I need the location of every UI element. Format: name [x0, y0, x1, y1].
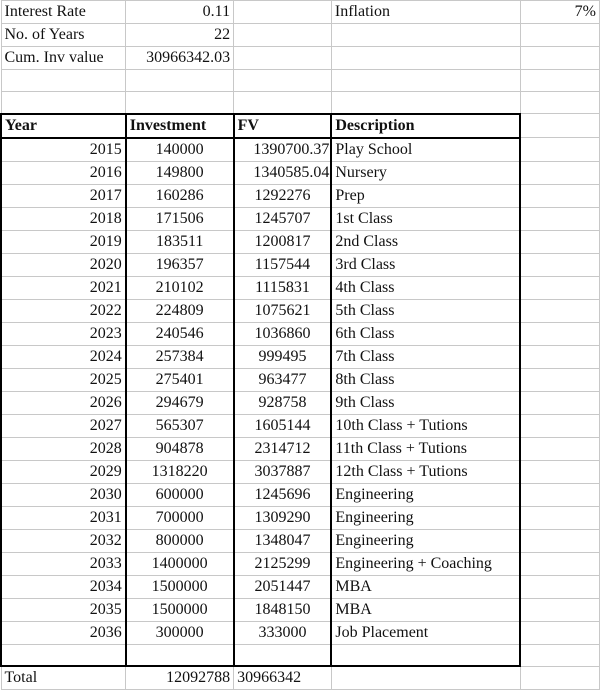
cell-empty[interactable] [520, 437, 599, 460]
cell-empty[interactable] [331, 47, 520, 70]
cell-year[interactable]: 2021 [1, 276, 126, 299]
header-year[interactable]: Year [1, 114, 126, 138]
cell-empty[interactable] [1, 70, 126, 92]
cell-year[interactable]: 2020 [1, 253, 126, 276]
cell-total-fv[interactable]: 30966342 [234, 666, 332, 690]
table-row [1, 437, 600, 460]
cell-interest-value[interactable]: 0.11 [126, 1, 234, 24]
cell-empty[interactable] [520, 24, 599, 47]
cell-empty[interactable] [520, 345, 599, 368]
cell-fv[interactable]: 2125299 [234, 552, 332, 575]
cell-investment[interactable]: 700000 [126, 506, 234, 529]
table-blank-row [1, 644, 600, 666]
cell-empty[interactable] [520, 230, 599, 253]
total-row [1, 666, 600, 690]
table-row [1, 207, 600, 230]
cell-year[interactable]: 2022 [1, 299, 126, 322]
cell-empty[interactable] [520, 414, 599, 437]
cell-fv[interactable]: 1115831 [234, 276, 332, 299]
cell-empty[interactable] [331, 92, 520, 114]
cell-inflation-value[interactable]: 7% [520, 1, 599, 24]
cell-fv[interactable]: 1200817 [234, 230, 332, 253]
table-header-row [1, 114, 600, 138]
cell-year[interactable]: 2017 [1, 184, 126, 207]
table-row [1, 161, 600, 184]
cell-empty[interactable] [520, 391, 599, 414]
cell-interest-label[interactable]: Interest Rate [1, 1, 126, 24]
cell-empty[interactable] [234, 70, 332, 92]
cell-investment[interactable]: 1500000 [126, 598, 234, 621]
cell-fv[interactable]: 2314712 [234, 437, 332, 460]
cell-empty[interactable] [520, 70, 599, 92]
blank-row [1, 92, 600, 114]
cell-fv[interactable]: 1292276 [234, 184, 332, 207]
cell-cum-value[interactable]: 30966342.03 [126, 47, 234, 70]
cell-description[interactable]: 6th Class [331, 322, 520, 345]
cell-fv[interactable]: 1157544 [234, 253, 332, 276]
cell-year[interactable]: 2018 [1, 207, 126, 230]
cell-fv[interactable]: 2051447 [234, 575, 332, 598]
cell-year[interactable]: 2033 [1, 552, 126, 575]
cell-empty[interactable] [520, 552, 599, 575]
cell-empty[interactable] [520, 253, 599, 276]
blank-row [1, 70, 600, 92]
cell-fv[interactable]: 1036860 [234, 322, 332, 345]
cell-description[interactable]: Nursery [331, 161, 520, 184]
table-row [1, 184, 600, 207]
table-row [1, 299, 600, 322]
cell-description[interactable]: Engineering [331, 483, 520, 506]
cell-empty[interactable] [520, 529, 599, 552]
cell-empty[interactable] [520, 575, 599, 598]
table-row [1, 483, 600, 506]
table-row [1, 230, 600, 253]
cell-empty[interactable] [520, 368, 599, 391]
cell-year[interactable]: 2032 [1, 529, 126, 552]
cell-empty[interactable] [234, 47, 332, 70]
cell-description[interactable]: 3rd Class [331, 253, 520, 276]
cell-total-label[interactable]: Total [1, 666, 126, 690]
cell-empty[interactable] [126, 70, 234, 92]
table-row [1, 529, 600, 552]
cell-investment[interactable]: 800000 [126, 529, 234, 552]
cell-investment[interactable]: 240546 [126, 322, 234, 345]
cell-empty[interactable] [520, 138, 599, 162]
cell-description[interactable]: Prep [331, 184, 520, 207]
cell-description[interactable]: 4th Class [331, 276, 520, 299]
cell-empty[interactable] [520, 47, 599, 70]
cell-empty[interactable] [520, 322, 599, 345]
cell-fv[interactable]: 1309290 [234, 506, 332, 529]
cell-description[interactable]: 8th Class [331, 368, 520, 391]
cell-empty[interactable] [520, 276, 599, 299]
cell-cum-label[interactable]: Cum. Inv value [1, 47, 126, 70]
cell-empty[interactable] [1, 92, 126, 114]
cell-empty[interactable] [520, 598, 599, 621]
cell-empty[interactable] [1, 644, 126, 666]
cell-investment[interactable]: 183511 [126, 230, 234, 253]
cell-investment[interactable]: 904878 [126, 437, 234, 460]
cell-empty[interactable] [520, 299, 599, 322]
cell-fv[interactable]: 928758 [234, 391, 332, 414]
table-row [1, 621, 600, 644]
cell-empty[interactable] [234, 24, 332, 47]
cell-empty[interactable] [331, 644, 520, 666]
cell-year[interactable]: 2029 [1, 460, 126, 483]
cell-year[interactable]: 2034 [1, 575, 126, 598]
cell-fv[interactable]: 1348047 [234, 529, 332, 552]
cell-investment[interactable]: 140000 [126, 138, 234, 162]
cell-investment[interactable]: 275401 [126, 368, 234, 391]
cell-description[interactable]: 1st Class [331, 207, 520, 230]
cell-fv[interactable]: 1075621 [234, 299, 332, 322]
cell-investment[interactable]: 1500000 [126, 575, 234, 598]
cell-investment[interactable]: 1318220 [126, 460, 234, 483]
cell-investment[interactable]: 1400000 [126, 552, 234, 575]
cell-description[interactable]: MBA [331, 598, 520, 621]
table-row [1, 138, 600, 162]
table-row [1, 575, 600, 598]
header-description[interactable]: Description [331, 114, 520, 138]
cell-description[interactable]: Play School [331, 138, 520, 162]
cell-fv[interactable]: 1245696 [234, 483, 332, 506]
cell-year[interactable]: 2027 [1, 414, 126, 437]
cell-investment[interactable]: 171506 [126, 207, 234, 230]
table-row [1, 460, 600, 483]
cell-empty[interactable] [234, 644, 332, 666]
cell-description[interactable]: Job Placement [331, 621, 520, 644]
cell-year[interactable]: 2024 [1, 345, 126, 368]
cell-description[interactable]: 10th Class + Tutions [331, 414, 520, 437]
table-row [1, 345, 600, 368]
cell-empty[interactable] [331, 666, 520, 690]
table-row [1, 253, 600, 276]
cell-investment[interactable]: 224809 [126, 299, 234, 322]
cell-description[interactable]: 2nd Class [331, 230, 520, 253]
table-row [1, 598, 600, 621]
cell-empty[interactable] [331, 70, 520, 92]
table-row [1, 322, 600, 345]
cell-fv[interactable]: 1245707 [234, 207, 332, 230]
cell-inflation-label[interactable]: Inflation [331, 1, 520, 24]
cell-fv[interactable]: 1605144 [234, 414, 332, 437]
cell-empty[interactable] [520, 207, 599, 230]
cell-empty[interactable] [234, 92, 332, 114]
cell-description[interactable]: Engineering [331, 506, 520, 529]
cell-empty[interactable] [520, 644, 599, 666]
cell-empty[interactable] [331, 24, 520, 47]
cell-year[interactable]: 2031 [1, 506, 126, 529]
cell-empty[interactable] [520, 161, 599, 184]
cell-year[interactable]: 2035 [1, 598, 126, 621]
cell-empty[interactable] [520, 506, 599, 529]
cell-investment[interactable]: 160286 [126, 184, 234, 207]
cell-fv[interactable]: 3037887 [234, 460, 332, 483]
cell-description[interactable]: 12th Class + Tutions [331, 460, 520, 483]
cell-empty[interactable] [126, 92, 234, 114]
cell-fv[interactable]: 1848150 [234, 598, 332, 621]
cell-year[interactable]: 2030 [1, 483, 126, 506]
cell-empty[interactable] [520, 483, 599, 506]
cell-empty[interactable] [520, 114, 599, 138]
table-row [1, 414, 600, 437]
cell-empty[interactable] [520, 666, 599, 690]
cell-investment[interactable]: 149800 [126, 161, 234, 184]
cell-description[interactable]: 5th Class [331, 299, 520, 322]
header-investment[interactable]: Investment [126, 114, 234, 138]
cell-year[interactable]: 2015 [1, 138, 126, 162]
cell-investment[interactable]: 210102 [126, 276, 234, 299]
summary-row-cum [1, 47, 600, 70]
cell-empty[interactable] [234, 1, 332, 24]
cell-description[interactable]: Engineering [331, 529, 520, 552]
cell-years-label[interactable]: No. of Years [1, 24, 126, 47]
cell-description[interactable]: 11th Class + Tutions [331, 437, 520, 460]
cell-year[interactable]: 2026 [1, 391, 126, 414]
cell-description[interactable]: MBA [331, 575, 520, 598]
cell-investment[interactable]: 300000 [126, 621, 234, 644]
cell-empty[interactable] [520, 92, 599, 114]
table-row [1, 276, 600, 299]
header-fv[interactable]: FV [234, 114, 332, 138]
cell-empty[interactable] [520, 184, 599, 207]
cell-investment[interactable]: 257384 [126, 345, 234, 368]
table-row [1, 506, 600, 529]
cell-years-value[interactable]: 22 [126, 24, 234, 47]
cell-year[interactable]: 2028 [1, 437, 126, 460]
cell-year[interactable]: 2023 [1, 322, 126, 345]
cell-empty[interactable] [520, 460, 599, 483]
summary-row-years [1, 24, 600, 47]
cell-description[interactable]: Engineering + Coaching [331, 552, 520, 575]
cell-investment[interactable]: 294679 [126, 391, 234, 414]
cell-year[interactable]: 2019 [1, 230, 126, 253]
cell-fv[interactable]: 333000 [234, 621, 332, 644]
table-row [1, 368, 600, 391]
summary-row-interest [1, 1, 600, 24]
cell-investment[interactable]: 600000 [126, 483, 234, 506]
cell-year[interactable]: 2016 [1, 161, 126, 184]
cell-empty[interactable] [126, 644, 234, 666]
cell-fv[interactable]: 999495 [234, 345, 332, 368]
table-row [1, 391, 600, 414]
cell-description[interactable]: 7th Class [331, 345, 520, 368]
cell-empty[interactable] [520, 621, 599, 644]
cell-year[interactable]: 2036 [1, 621, 126, 644]
cell-investment[interactable]: 196357 [126, 253, 234, 276]
cell-fv[interactable]: 1390700.37 [234, 138, 332, 162]
cell-investment[interactable]: 565307 [126, 414, 234, 437]
table-row [1, 552, 600, 575]
cell-fv[interactable]: 963477 [234, 368, 332, 391]
cell-fv[interactable]: 1340585.04 [234, 161, 332, 184]
cell-year[interactable]: 2025 [1, 368, 126, 391]
cell-total-investment[interactable]: 12092788 [126, 666, 234, 690]
cell-description[interactable]: 9th Class [331, 391, 520, 414]
